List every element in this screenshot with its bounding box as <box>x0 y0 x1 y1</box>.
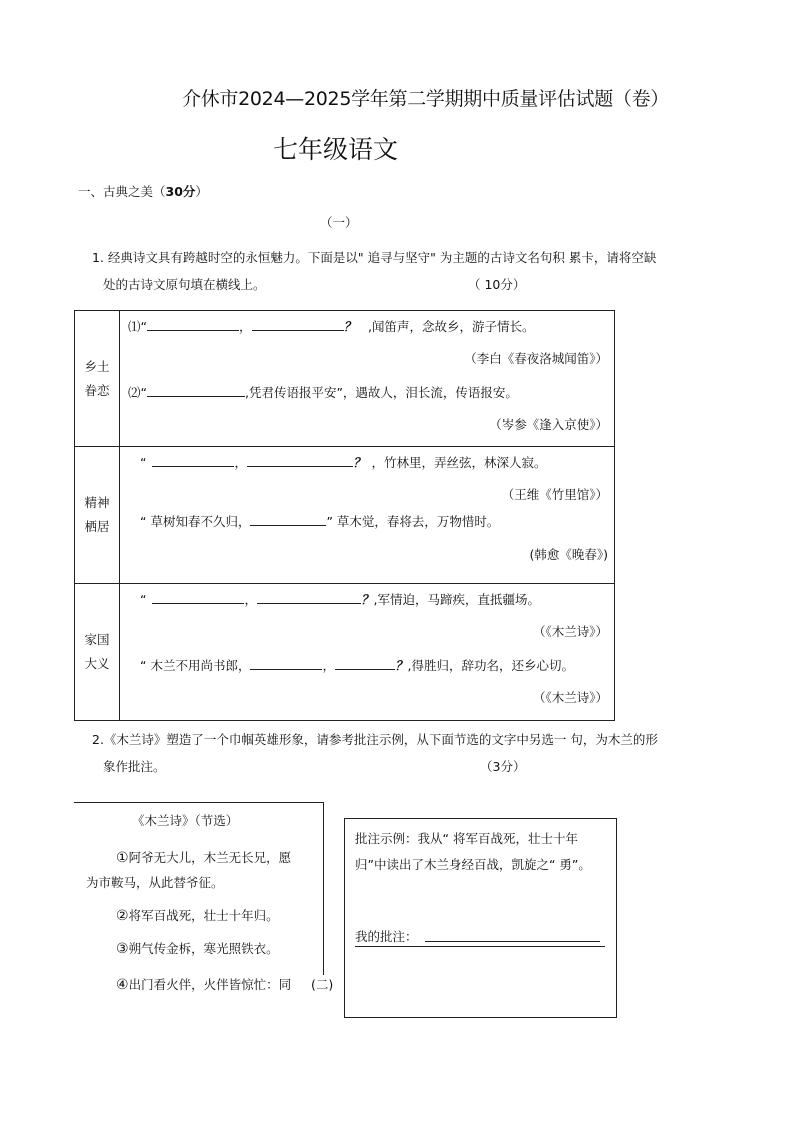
poem-line <box>140 656 574 674</box>
excerpt-sentence-1-continued: 为市鞍马，从此替爷征。 <box>86 875 224 890</box>
sentence-text: 将军百战死，壮士十年归。 <box>128 908 279 923</box>
theme-label: 精神 <box>84 495 110 510</box>
question-2-text: 2.《木兰诗》塑造了一个巾帼英雄形象，请参考批注示例，从下面节选的文字中另选一 句，为木兰的形 <box>92 732 658 747</box>
circled-number: ④ <box>116 977 129 993</box>
poem-source: （王维《竹里馆》） <box>501 487 608 502</box>
separator: ， <box>244 592 257 607</box>
quote-open: “ 木兰不用尚书郎， <box>140 658 251 673</box>
theme-label: 眷恋 <box>84 382 110 398</box>
quote-open: ⑴“ <box>128 319 147 334</box>
answer-blank[interactable] <box>250 657 322 670</box>
question-1-text-continued: 处的古诗文原句填在横线上。 <box>103 277 266 292</box>
section-heading-suffix: ） <box>195 184 208 199</box>
excerpt-sentence-2 <box>116 906 279 924</box>
answer-blank[interactable] <box>335 657 395 670</box>
poem-source: （李白《春夜洛城闻笛》） <box>464 351 608 366</box>
quote-open: “ <box>140 455 147 470</box>
separator: ， <box>234 455 247 470</box>
quote-open: “ 草树知春不久归， <box>140 514 251 529</box>
theme-cell <box>75 584 120 721</box>
poem-source: （《木兰诗》） <box>532 690 608 705</box>
poem-explain: ,凭君传语报平安”，遇故人，泪长流，传语报安。 <box>244 385 518 400</box>
answer-blank[interactable] <box>152 454 234 467</box>
table-row <box>75 447 615 584</box>
poem-explain: ,闻笛声，念故乡，游子情长。 <box>368 319 535 334</box>
poem-explain: ,军情迫，马蹄疾，直抵疆场。 <box>373 592 540 607</box>
poem-line <box>140 590 540 608</box>
answer-blank[interactable] <box>252 318 344 331</box>
separator: ， <box>322 658 335 673</box>
poem-source: (韩愈《晚春》) <box>529 547 608 562</box>
question-2-score: （3分） <box>480 759 526 774</box>
table-row <box>75 584 615 721</box>
question-2-text-continued: 象作批注。 <box>103 759 166 774</box>
section-heading-prefix: 一、古典之美（ <box>78 184 166 199</box>
answer-blank[interactable] <box>147 384 245 397</box>
quote-open: “ <box>140 592 147 607</box>
circled-number: ① <box>116 850 129 866</box>
question-1-text: 1. 经典诗文具有跨越时空的永恒魅力。下面是以" 追寻与坚守" 为主题的古诗文名句积 累卡，请将空缺 <box>92 250 657 265</box>
section-heading-score: 30分 <box>165 184 196 199</box>
theme-label: 大义 <box>84 656 110 671</box>
answer-blank[interactable] <box>247 454 353 467</box>
part-label: （一） <box>320 215 358 230</box>
annotation-example-continued: 归”中读出了木兰身经百战，凯旋之“ 勇”。 <box>355 857 591 872</box>
poem-line <box>128 317 535 335</box>
poem-card-table <box>74 310 615 721</box>
theme-cell <box>75 447 120 584</box>
excerpt-sentence-4 <box>116 975 291 993</box>
content-cell <box>120 584 615 721</box>
excerpt-title: 《木兰诗》（节选） <box>132 813 239 828</box>
poem-source: （《木兰诗》） <box>532 624 608 639</box>
exam-title: 介休市2024—2025学年第二学期期中质量评估试题（卷） <box>182 88 670 110</box>
answer-blank[interactable] <box>147 318 239 331</box>
my-annotation-input[interactable] <box>425 941 600 942</box>
annotation-underline <box>355 946 605 947</box>
theme-label: 家国 <box>84 632 110 647</box>
question-mark: ？ <box>361 592 374 607</box>
excerpt-box <box>74 802 324 991</box>
question-mark: ？ <box>343 319 357 334</box>
table-row <box>75 311 615 447</box>
excerpt-sentence-3 <box>116 939 279 957</box>
exam-subtitle: 七年级语文 <box>273 135 399 164</box>
question-mark: ？ <box>394 658 408 673</box>
circled-number: ③ <box>116 941 129 957</box>
poem-explain: ，竹林里，弄丝弦，林深人寂。 <box>371 455 547 470</box>
sentence-text: 阿爷无大儿，木兰无长兄，愿 <box>128 850 292 865</box>
theme-label: 栖居 <box>84 519 110 534</box>
answer-blank[interactable] <box>257 591 361 604</box>
circled-number: ② <box>116 908 129 924</box>
sentence-text: 朔气传金柝，寒光照铁衣。 <box>128 941 279 956</box>
content-cell <box>120 447 615 584</box>
poem-explain: ” 草木觉，春将去，万物惜时。 <box>326 514 500 529</box>
question-1-score: （ 10分） <box>468 277 526 292</box>
my-annotation-label: 我的批注： <box>355 929 418 944</box>
sentence-text: 出门看火伴，火伴皆惊忙：同 <box>128 977 292 992</box>
separator: ， <box>238 319 252 334</box>
answer-blank[interactable] <box>152 591 244 604</box>
answer-blank[interactable] <box>250 513 326 526</box>
poem-line <box>140 512 499 530</box>
theme-cell <box>75 311 120 447</box>
annotation-box <box>344 818 617 1018</box>
content-cell <box>120 311 615 447</box>
quote-open: ⑵“ <box>128 385 147 400</box>
poem-line <box>140 453 547 471</box>
part-two-label: (二) <box>311 977 334 992</box>
question-mark: ？ <box>353 455 366 470</box>
excerpt-sentence-1 <box>116 848 291 866</box>
annotation-example: 批注示例：我从“ 将军百战死，壮士十年 <box>355 831 578 846</box>
poem-explain: ,得胜归，辞功名，还乡心切。 <box>407 658 574 673</box>
section-heading <box>78 182 208 200</box>
poem-line <box>128 383 518 401</box>
theme-label: 乡土 <box>84 358 110 374</box>
poem-source: （岑参《逢入京使》） <box>489 417 608 432</box>
